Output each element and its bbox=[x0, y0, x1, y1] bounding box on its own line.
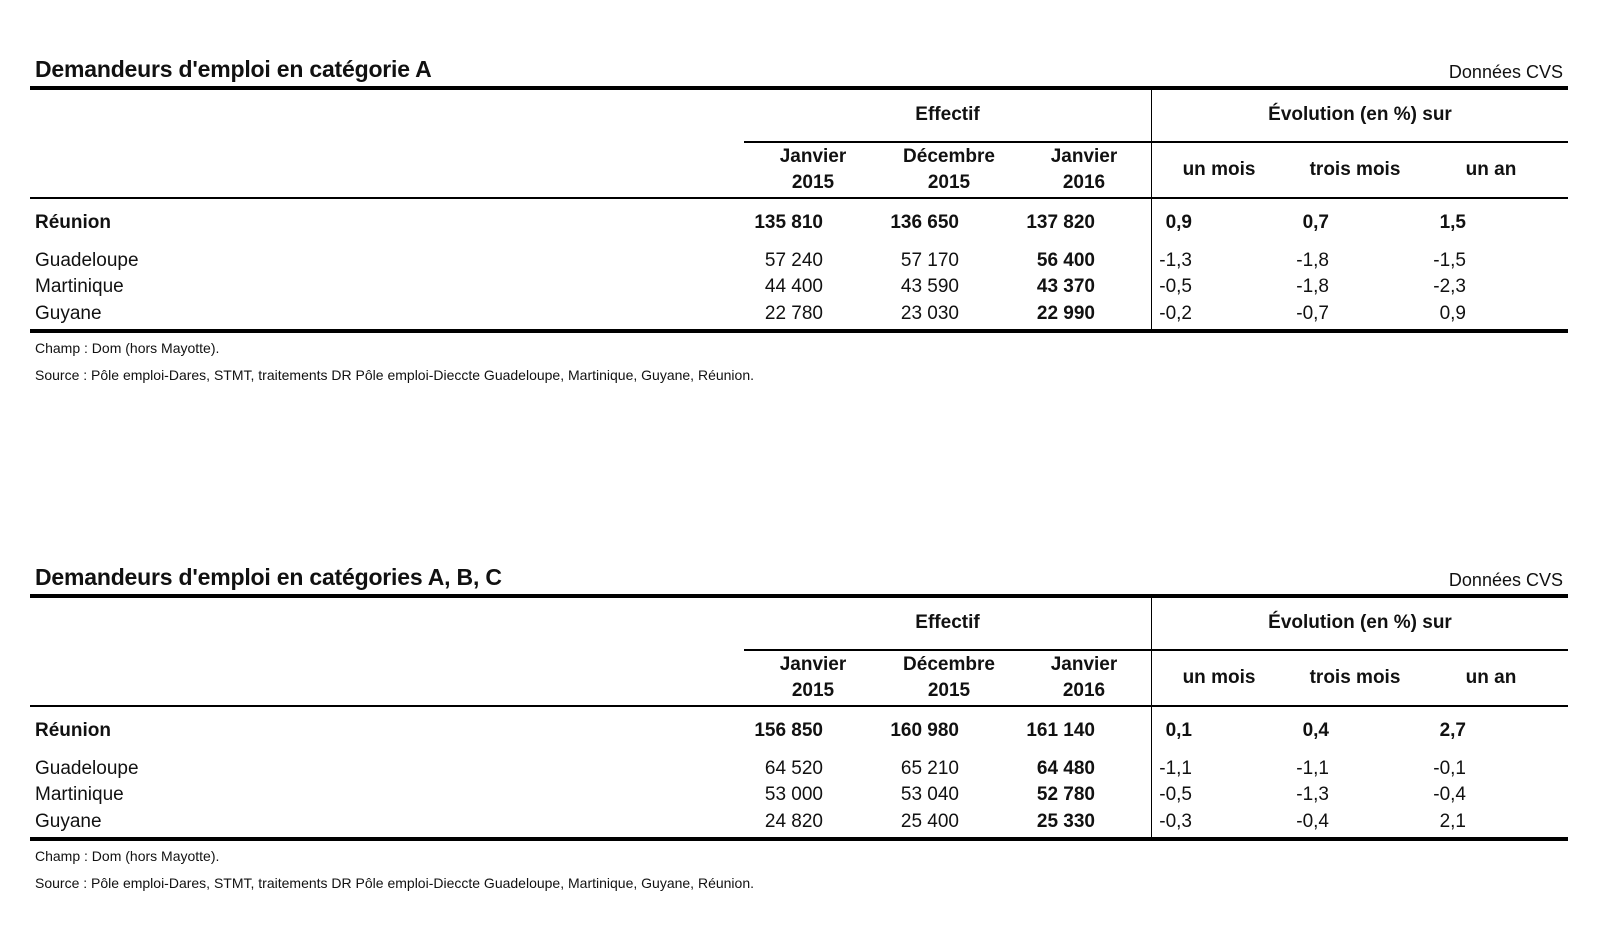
cell-e1: -0,5 bbox=[1159, 276, 1192, 297]
column-header-6: un an bbox=[1465, 159, 1517, 180]
cell-v2: 136 650 bbox=[890, 212, 959, 233]
bottom-rule bbox=[30, 329, 1568, 333]
cell-e1: -0,3 bbox=[1159, 811, 1192, 832]
table-body bbox=[30, 199, 1568, 329]
cell-e3: 1,5 bbox=[1439, 212, 1466, 233]
column-header-year: 2015 bbox=[927, 172, 971, 193]
cell-e3: 2,7 bbox=[1439, 720, 1466, 741]
row-label: Guyane bbox=[35, 811, 102, 832]
title-row bbox=[30, 52, 1568, 86]
column-header-3 bbox=[1014, 144, 1154, 196]
table-row bbox=[30, 717, 1568, 744]
source-note: Source : Pôle emploi-Dares, STMT, traitements DR Pôle emploi-Dieccte Guadeloupe, Martinique, Guyane, Réunion. bbox=[35, 367, 754, 383]
cell-e3: -0,1 bbox=[1433, 758, 1466, 779]
cell-v2: 25 400 bbox=[900, 811, 959, 832]
cell-v2: 160 980 bbox=[890, 720, 959, 741]
table-row bbox=[30, 808, 1568, 835]
column-header-2 bbox=[879, 652, 1019, 704]
title-row bbox=[30, 560, 1568, 594]
row-label: Martinique bbox=[35, 784, 124, 805]
cell-v2: 23 030 bbox=[900, 303, 959, 324]
row-label: Guadeloupe bbox=[35, 758, 139, 779]
cell-e2: 0,4 bbox=[1302, 720, 1329, 741]
cell-e2: -1,8 bbox=[1296, 276, 1329, 297]
cell-v1: 57 240 bbox=[764, 250, 823, 271]
table-row bbox=[30, 273, 1568, 300]
column-header-3 bbox=[1014, 652, 1154, 704]
column-header-year: 2016 bbox=[1062, 680, 1106, 701]
column-header-month: Décembre bbox=[903, 654, 995, 675]
column-header-month: Janvier bbox=[1050, 146, 1118, 167]
cell-v3: 52 780 bbox=[1036, 784, 1095, 805]
cell-v1: 156 850 bbox=[754, 720, 823, 741]
cell-v3: 137 820 bbox=[1026, 212, 1095, 233]
table-title: Demandeurs d'emploi en catégories A, B, C bbox=[35, 564, 502, 590]
cell-e2: 0,7 bbox=[1302, 212, 1329, 233]
table-row bbox=[30, 247, 1568, 274]
header-subrule-effectif bbox=[744, 141, 1151, 143]
column-header-5: trois mois bbox=[1309, 159, 1401, 180]
header-subrule-effectif bbox=[744, 649, 1151, 651]
cell-v1: 44 400 bbox=[764, 276, 823, 297]
cell-v3: 43 370 bbox=[1036, 276, 1095, 297]
cell-v3: 56 400 bbox=[1036, 250, 1095, 271]
cell-v1: 64 520 bbox=[764, 758, 823, 779]
column-header-1 bbox=[743, 652, 883, 704]
cell-v3: 25 330 bbox=[1036, 811, 1095, 832]
cell-e1: -0,5 bbox=[1159, 784, 1192, 805]
table-categorie-a bbox=[30, 52, 1568, 384]
column-header-6: un an bbox=[1465, 667, 1517, 688]
cell-e1: -1,3 bbox=[1159, 250, 1192, 271]
table-header bbox=[30, 598, 1568, 707]
cell-e3: 0,9 bbox=[1439, 303, 1466, 324]
cell-e1: -0,2 bbox=[1159, 303, 1192, 324]
data-type-note: Données CVS bbox=[1448, 62, 1563, 82]
header-evolution: Évolution (en %) sur bbox=[1268, 612, 1452, 633]
cell-e2: -0,4 bbox=[1296, 811, 1329, 832]
cell-e2: -0,7 bbox=[1296, 303, 1329, 324]
row-label: Guadeloupe bbox=[35, 250, 139, 271]
column-header-year: 2015 bbox=[791, 680, 835, 701]
cell-e2: -1,8 bbox=[1296, 250, 1329, 271]
header-subrule-evolution bbox=[1152, 649, 1568, 651]
cell-e3: -2,3 bbox=[1433, 276, 1466, 297]
row-label: Guyane bbox=[35, 303, 102, 324]
cell-v2: 43 590 bbox=[900, 276, 959, 297]
table-title: Demandeurs d'emploi en catégorie A bbox=[35, 56, 432, 82]
cell-e2: -1,1 bbox=[1296, 758, 1329, 779]
cell-e3: 2,1 bbox=[1439, 811, 1466, 832]
cell-v3: 161 140 bbox=[1026, 720, 1095, 741]
cell-e3: -1,5 bbox=[1433, 250, 1466, 271]
cell-v2: 57 170 bbox=[900, 250, 959, 271]
cell-v2: 65 210 bbox=[900, 758, 959, 779]
table-categories-abc bbox=[30, 560, 1568, 892]
cell-e1: 0,9 bbox=[1165, 212, 1192, 233]
column-header-year: 2016 bbox=[1062, 172, 1106, 193]
cell-v1: 53 000 bbox=[764, 784, 823, 805]
row-label: Réunion bbox=[35, 720, 111, 741]
header-effectif: Effectif bbox=[915, 104, 980, 125]
cell-v3: 22 990 bbox=[1036, 303, 1095, 324]
column-header-month: Janvier bbox=[1050, 654, 1118, 675]
cell-e3: -0,4 bbox=[1433, 784, 1466, 805]
header-subrule-evolution bbox=[1152, 141, 1568, 143]
table-row bbox=[30, 781, 1568, 808]
column-header-month: Janvier bbox=[779, 654, 847, 675]
column-header-4: un mois bbox=[1182, 159, 1256, 180]
data-type-note: Données CVS bbox=[1448, 570, 1563, 590]
cell-e2: -1,3 bbox=[1296, 784, 1329, 805]
source-note: Source : Pôle emploi-Dares, STMT, traitements DR Pôle emploi-Dieccte Guadeloupe, Martinique, Guyane, Réunion. bbox=[35, 875, 754, 891]
table-body bbox=[30, 707, 1568, 837]
column-header-4: un mois bbox=[1182, 667, 1256, 688]
bottom-rule bbox=[30, 837, 1568, 841]
column-header-1 bbox=[743, 144, 883, 196]
champ-note: Champ : Dom (hors Mayotte). bbox=[35, 848, 220, 864]
header-effectif: Effectif bbox=[915, 612, 980, 633]
cell-v3: 64 480 bbox=[1036, 758, 1095, 779]
column-header-year: 2015 bbox=[927, 680, 971, 701]
table-header bbox=[30, 90, 1568, 199]
cell-v2: 53 040 bbox=[900, 784, 959, 805]
row-label: Réunion bbox=[35, 212, 111, 233]
column-header-month: Janvier bbox=[779, 146, 847, 167]
table-row bbox=[30, 300, 1568, 327]
column-header-5: trois mois bbox=[1309, 667, 1401, 688]
cell-e1: 0,1 bbox=[1165, 720, 1192, 741]
row-label: Martinique bbox=[35, 276, 124, 297]
header-evolution: Évolution (en %) sur bbox=[1268, 104, 1452, 125]
champ-note: Champ : Dom (hors Mayotte). bbox=[35, 340, 220, 356]
cell-v1: 22 780 bbox=[764, 303, 823, 324]
cell-v1: 24 820 bbox=[764, 811, 823, 832]
column-header-2 bbox=[879, 144, 1019, 196]
cell-e1: -1,1 bbox=[1159, 758, 1192, 779]
table-row bbox=[30, 209, 1568, 236]
column-header-year: 2015 bbox=[791, 172, 835, 193]
table-row bbox=[30, 755, 1568, 782]
column-header-month: Décembre bbox=[903, 146, 995, 167]
cell-v1: 135 810 bbox=[754, 212, 823, 233]
